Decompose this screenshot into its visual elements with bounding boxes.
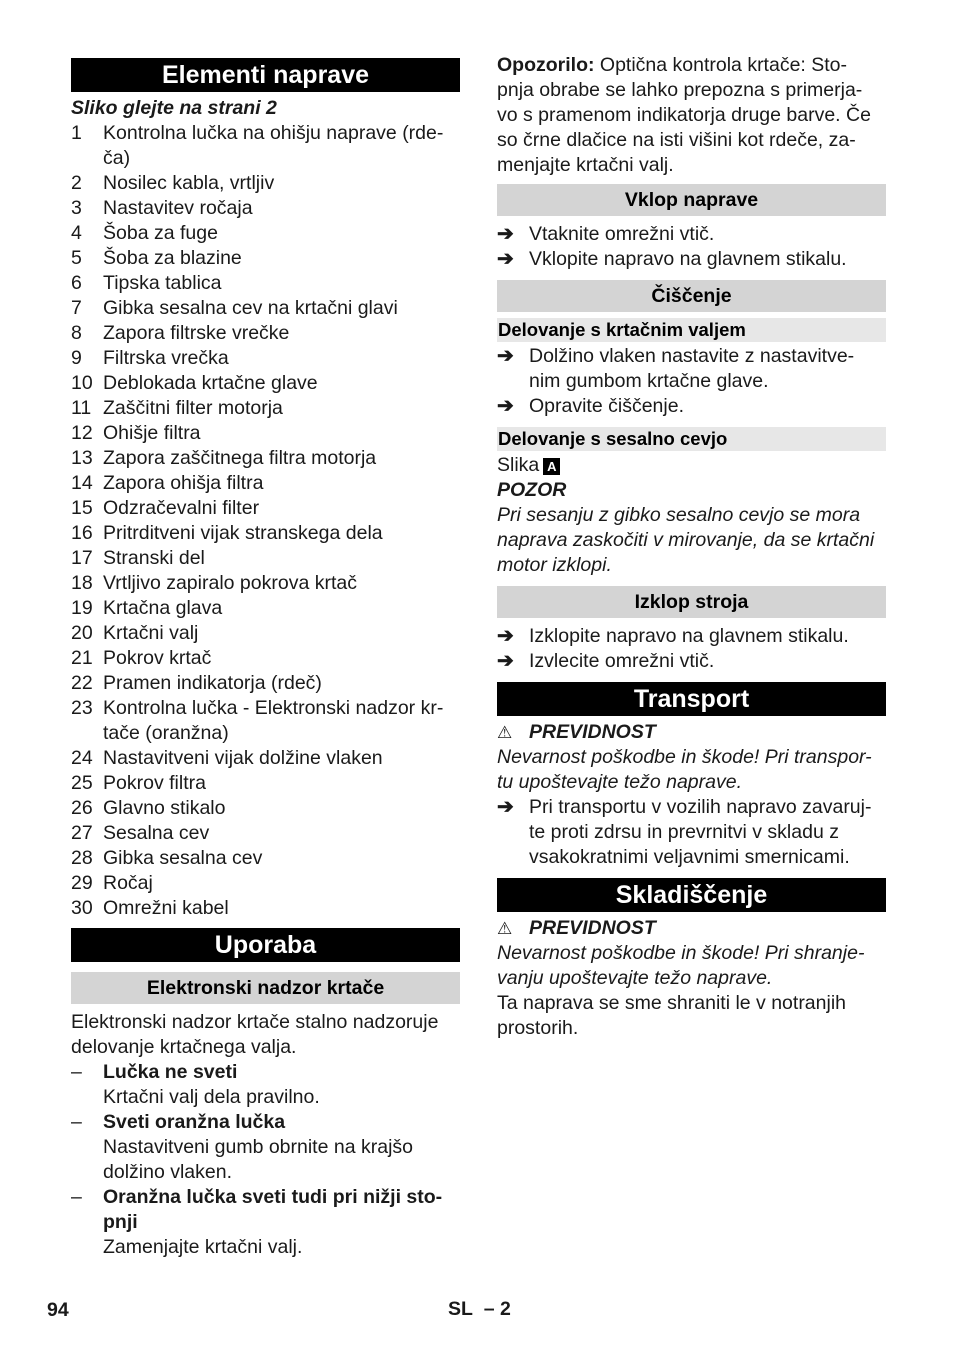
- list-item-label: Šoba za blazine: [103, 247, 242, 269]
- figure-a-badge: A: [543, 458, 560, 475]
- list-item-number: 25: [71, 772, 93, 794]
- left-column: [71, 53, 460, 1260]
- list-item-label: Stranski del: [103, 547, 205, 569]
- pozor-label: POZOR: [497, 479, 567, 501]
- list-item: [71, 871, 460, 896]
- list-item: [71, 396, 460, 421]
- arrow-right-icon: ➔: [497, 248, 514, 270]
- list-item: [71, 896, 460, 921]
- step-transport-1: ➔ Pri transportu v vozilih napravo zavaruj- te proti zdrsu in prevrnitvi v skladu z vsakokratnimi veljavnimi smernicami.: [497, 796, 872, 868]
- heading-izklop-stroja: Izklop stroja: [497, 586, 886, 618]
- list-item-label: Ohišje filtra: [103, 422, 201, 444]
- list-item-label: Vrtljivo zapiralo pokrova krtač: [103, 572, 357, 594]
- heading-vklop-naprave: Vklop naprave: [497, 184, 886, 216]
- step-vklop-2: ➔ Vklopite napravo na glavnem stikalu.: [497, 248, 847, 270]
- list-item-label: Pokrov krtač: [103, 647, 212, 669]
- language-footer: SL – 2: [448, 1298, 511, 1320]
- list-item-number: 18: [71, 572, 93, 594]
- list-item: [71, 521, 460, 546]
- list-item: [71, 421, 460, 446]
- dash-item-lucka-ne-sveti: – Lučka ne sveti: [71, 1061, 238, 1083]
- skladiscenje-paragraph: Ta naprava se sme shraniti le v notranjih prostorih.: [497, 992, 847, 1039]
- heading-transport: Transport: [497, 682, 886, 716]
- list-item-label: Zaščitni filter motorja: [103, 397, 283, 419]
- list-item-label: Deblokada krtačne glave: [103, 372, 318, 394]
- list-item-number: 12: [71, 422, 93, 444]
- list-item-number: 16: [71, 522, 93, 544]
- list-item-number: 24: [71, 747, 93, 769]
- list-item: [71, 271, 460, 296]
- list-item-number: 21: [71, 647, 93, 669]
- list-item: [71, 296, 460, 321]
- list-item-number: 1: [71, 122, 82, 144]
- step-vklop-1: ➔ Vtaknite omrežni vtič.: [497, 223, 715, 245]
- warning-transport: ⚠ PREVIDNOST: [497, 721, 656, 743]
- dash-item-oranzna-nizji: – Oranžna lučka sveti tudi pri nižji sto-: [71, 1186, 443, 1208]
- heading-uporaba: Uporaba: [71, 928, 460, 962]
- list-item: [71, 796, 460, 821]
- arrow-right-icon: ➔: [497, 345, 514, 367]
- list-item-number: 28: [71, 847, 93, 869]
- list-item-label: Šoba za fuge: [103, 222, 218, 244]
- list-item: [71, 246, 460, 271]
- subheading-sesalna-cev: Delovanje s sesalno cevjo: [497, 427, 886, 451]
- list-item: [71, 846, 460, 871]
- arrow-right-icon: ➔: [497, 395, 514, 417]
- list-item-number: 7: [71, 297, 82, 319]
- list-item-label: Pokrov filtra: [103, 772, 206, 794]
- step-izklop-1: ➔ Izklopite napravo na glavnem stikalu.: [497, 625, 849, 647]
- list-item-number: 19: [71, 597, 93, 619]
- list-item-number: 29: [71, 872, 93, 894]
- right-column: [497, 53, 886, 1041]
- step-valj-2: ➔ Opravite čiščenje.: [497, 395, 684, 417]
- step-valj-1: ➔ Dolžino vlaken nastavite z nastavitve- nim gumbom krtačne glave.: [497, 345, 855, 392]
- arrow-right-icon: ➔: [497, 650, 514, 672]
- list-item-label: Gibka sesalna cev: [103, 847, 263, 869]
- list-item-label: Ročaj: [103, 872, 153, 894]
- list-item-number: 20: [71, 622, 93, 644]
- list-item-number: 10: [71, 372, 93, 394]
- warning-triangle-icon: ⚠: [497, 723, 513, 742]
- list-item: [71, 221, 460, 246]
- list-item-label: Zapora ohišja filtra: [103, 472, 264, 494]
- list-item: [71, 646, 460, 671]
- list-item-label: Filtrska vrečka: [103, 347, 229, 369]
- list-item-label: Tipska tablica: [103, 272, 222, 294]
- list-item-number: 17: [71, 547, 93, 569]
- list-item-number: 8: [71, 322, 82, 344]
- list-item-number: 14: [71, 472, 93, 494]
- list-item: [71, 346, 460, 371]
- list-item-number: 15: [71, 497, 93, 519]
- list-item-number: 6: [71, 272, 82, 294]
- list-item: [71, 496, 460, 521]
- list-item: [71, 196, 460, 221]
- list-item: [71, 171, 460, 196]
- list-item-label: Kontrolna lučka - Elektronski nadzor kr- tače (oranžna): [103, 697, 444, 744]
- list-item: [71, 771, 460, 796]
- list-item-number: 13: [71, 447, 93, 469]
- transport-warning-text: Nevarnost poškodbe in škode! Pri transpor- tu upoštevajte težo naprave.: [497, 746, 872, 793]
- opozorilo-paragraph: Opozorilo: Optična kontrola krtače: Sto- pnja obrabe se lahko prepozna s primerja- vo s pramenom indikatorja druge barve. Če so črne dlačice na isti višini kot rdeče, za- menjajte krtačni valj.: [497, 54, 871, 176]
- list-item-label: Nastavitveni vijak dolžine vlaken: [103, 747, 383, 769]
- list-item-number: 9: [71, 347, 82, 369]
- list-item-number: 27: [71, 822, 93, 844]
- list-item: [71, 671, 460, 696]
- dash-item-sveti-oranzna: – Sveti oranžna lučka: [71, 1111, 286, 1133]
- list-item: [71, 546, 460, 571]
- list-item: [71, 471, 460, 496]
- skladiscenje-warning-text: Nevarnost poškodbe in škode! Pri shranje- vanju upoštevajte težo naprave.: [497, 942, 865, 989]
- list-item-number: 23: [71, 697, 93, 719]
- list-item-label: Gibka sesalna cev na krtačni glavi: [103, 297, 398, 319]
- list-item: [71, 321, 460, 346]
- list-item-number: 4: [71, 222, 82, 244]
- list-item-label: Odzračevalni filter: [103, 497, 260, 519]
- figure-ref-a: Slika A: [497, 453, 886, 478]
- pozor-text: Pri sesanju z gibko sesalno cevjo se mora naprava zaskočiti v mirovanje, da se krtačni motor izklopi.: [497, 504, 875, 576]
- list-item: [71, 621, 460, 646]
- dash-item-text: Nastavitveni gumb obrnite na krajšo: [103, 1136, 413, 1158]
- step-izklop-2: ➔ Izvlecite omrežni vtič.: [497, 650, 715, 672]
- list-item-label: Krtačni valj: [103, 622, 199, 644]
- list-item-label: Sesalna cev: [103, 822, 210, 844]
- list-item-label: Pritrditveni vijak stranskega dela: [103, 522, 383, 544]
- list-item-number: 11: [71, 397, 92, 419]
- list-item-label: Nosilec kabla, vrtljiv: [103, 172, 275, 194]
- heading-elektronski-nadzor: Elektronski nadzor krtače: [71, 972, 460, 1004]
- list-item-label: Nastavitev ročaja: [103, 197, 253, 219]
- list-item-number: 2: [71, 172, 82, 194]
- arrow-right-icon: ➔: [497, 796, 514, 818]
- warning-triangle-icon: ⚠: [497, 919, 513, 938]
- list-item: [71, 821, 460, 846]
- list-item-label: Pramen indikatorja (rdeč): [103, 672, 322, 694]
- arrow-right-icon: ➔: [497, 625, 514, 647]
- list-item: [71, 596, 460, 621]
- dash-item-text: Krtačni valj dela pravilno.: [103, 1086, 320, 1108]
- list-item: [71, 746, 460, 771]
- figure-reference: Sliko glejte na strani 2: [71, 97, 277, 119]
- list-item-number: 3: [71, 197, 82, 219]
- arrow-right-icon: ➔: [497, 223, 514, 245]
- list-item-label: Zapora filtrske vrečke: [103, 322, 290, 344]
- list-item-number: 30: [71, 897, 93, 919]
- heading-ciscenje: Čiščenje: [497, 280, 886, 312]
- dash-item-text: Zamenjajte krtačni valj.: [103, 1236, 303, 1258]
- dash-item-text: dolžino vlaken.: [103, 1161, 232, 1183]
- parts-list: [71, 121, 460, 921]
- list-item: [71, 696, 460, 746]
- list-item: [71, 371, 460, 396]
- list-item-label: Glavno stikalo: [103, 797, 226, 819]
- list-item: [71, 121, 460, 171]
- nadzor-paragraph: Elektronski nadzor krtače stalno nadzoruje delovanje krtačnega valja.: [71, 1011, 439, 1058]
- list-item-label: Zapora zaščitnega filtra motorja: [103, 447, 377, 469]
- list-item-number: 5: [71, 247, 82, 269]
- list-item-label: Omrežni kabel: [103, 897, 229, 919]
- dash-item-title-cont: pnji: [103, 1211, 138, 1233]
- list-item-number: 26: [71, 797, 93, 819]
- subheading-krtacni-valj: Delovanje s krtačnim valjem: [497, 318, 886, 342]
- warning-skladiscenje: ⚠ PREVIDNOST: [497, 917, 656, 939]
- heading-elementi-naprave: Elementi naprave: [71, 58, 460, 92]
- heading-skladiscenje: Skladiščenje: [497, 878, 886, 912]
- page-number: 94: [47, 1299, 69, 1321]
- list-item-number: 22: [71, 672, 93, 694]
- list-item: [71, 571, 460, 596]
- list-item: [71, 446, 460, 471]
- list-item-label: Kontrolna lučka na ohišju naprave (rde- ča): [103, 122, 444, 169]
- list-item-label: Krtačna glava: [103, 597, 223, 619]
